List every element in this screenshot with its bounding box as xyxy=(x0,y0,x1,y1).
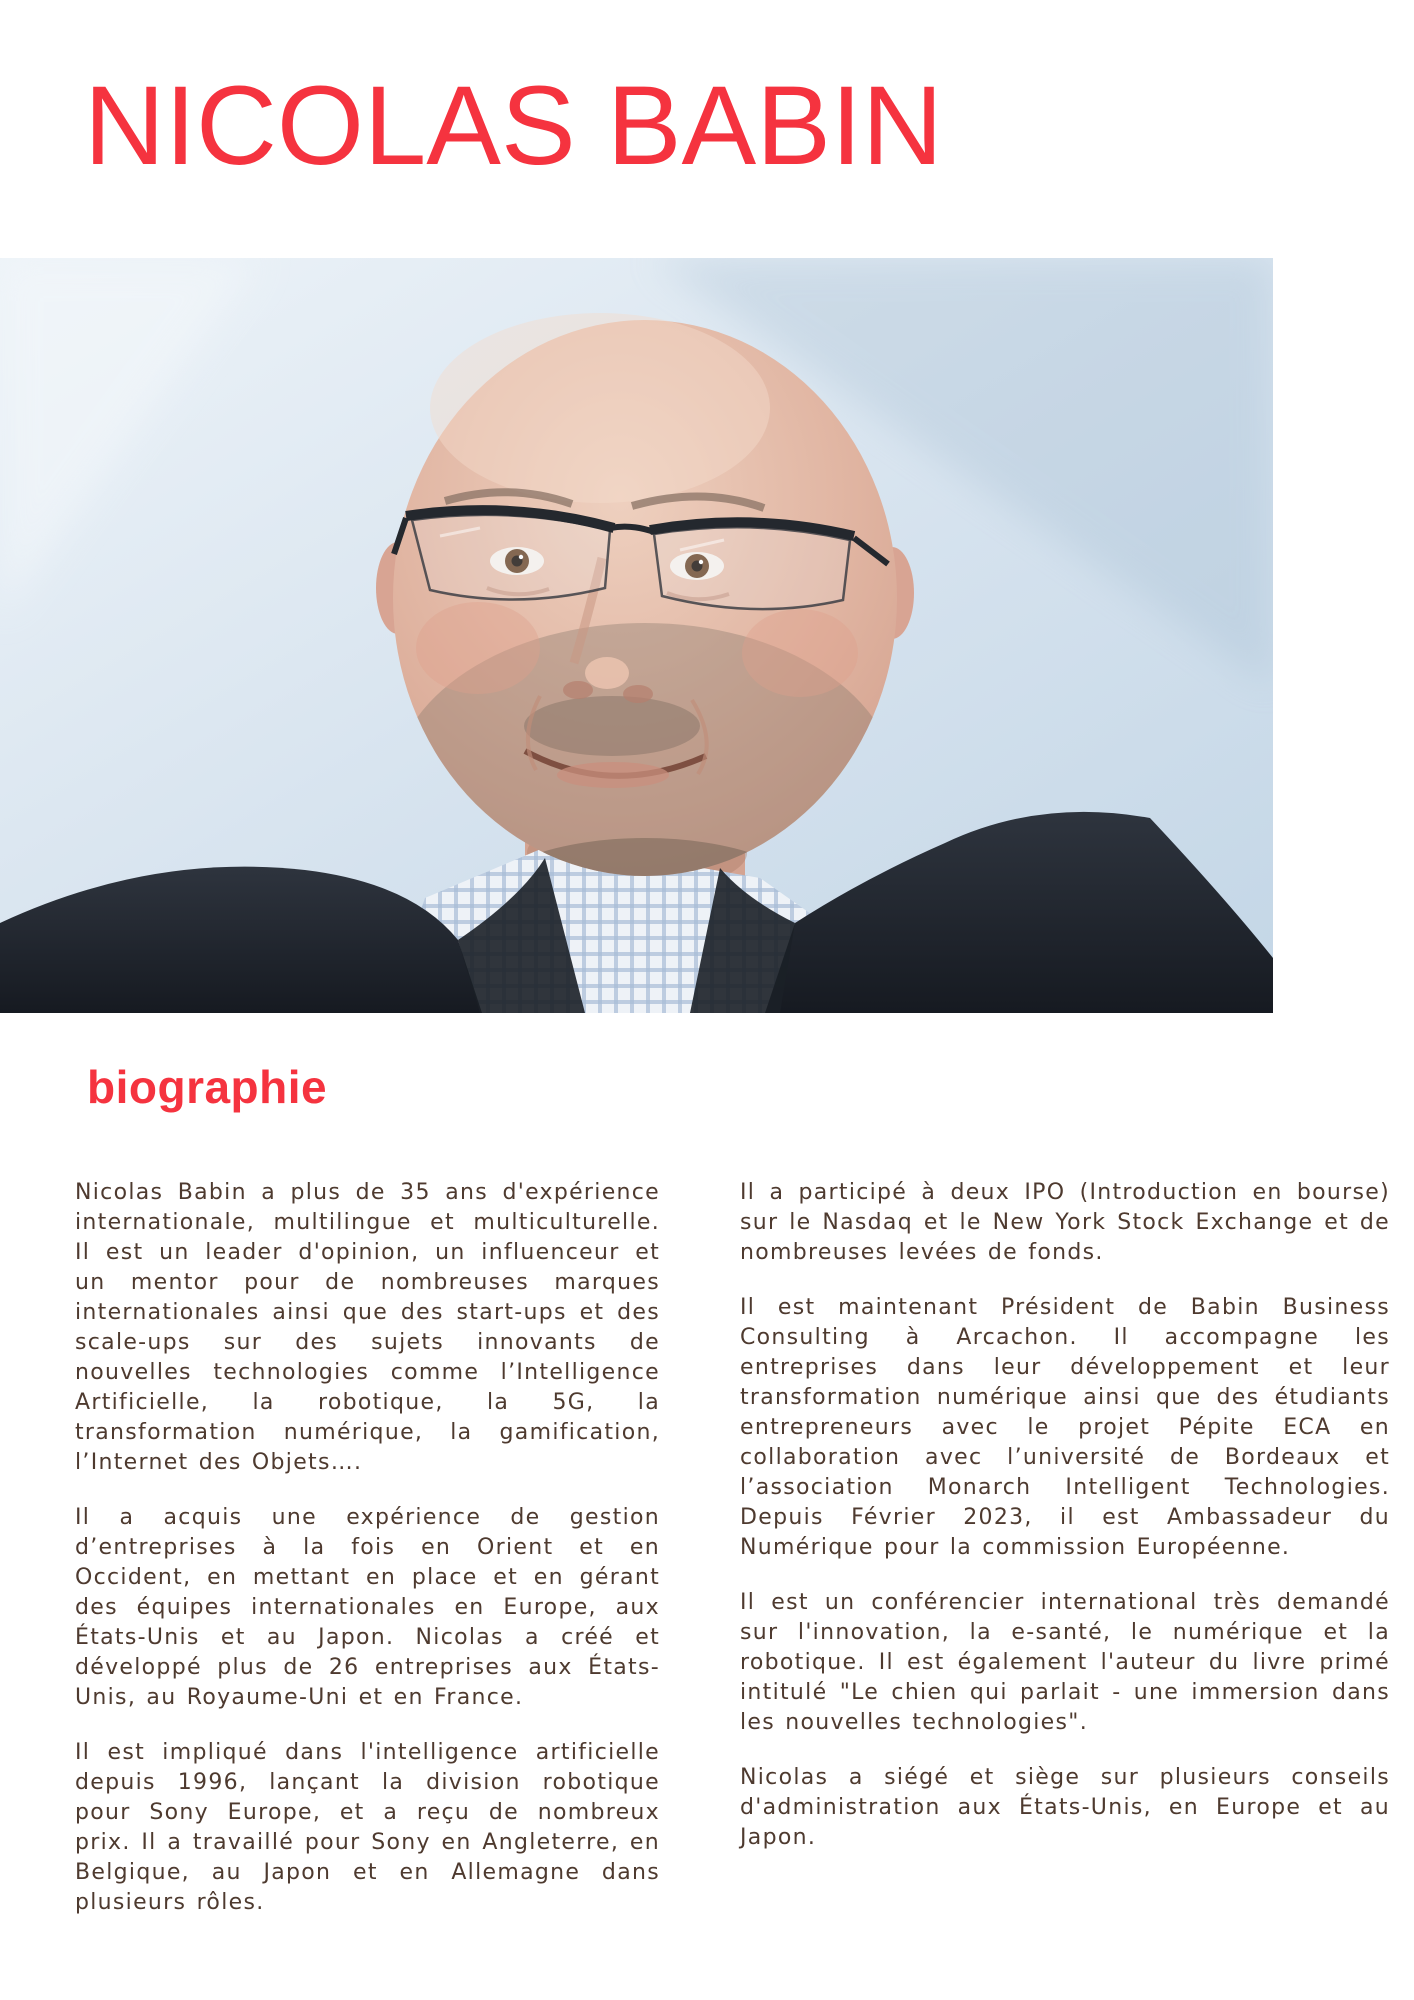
section-heading: biographie xyxy=(87,1061,328,1113)
bio-paragraph-experience: Nicolas Babin a plus de 35 ans d'expérience internationale, multilingue et multiculturelle. Il est un leader d'opinion, un influenceur et un mentor pour de nombreuses marques internationales ainsi que des start-ups et des scale-ups sur des sujets innovants de nouvelles technologies comme l’Intelligence Artificielle, la robotique, la 5G, la transformation numérique, la gamification, l’Internet des Objets…. xyxy=(75,1180,660,1475)
bio-paragraph-speaker-book: Il est un conférencier international très demandé sur l'innovation, la e-santé, le numérique et la robotique. Il est également l'auteur du livre primé intitulé "Le chien qui parlait - une immersion dans les nouvelles technologies". xyxy=(740,1590,1390,1735)
biography-column-right xyxy=(740,1178,1390,1918)
bio-paragraph-ai-sony: Il est impliqué dans l'intelligence artificielle depuis 1996, lançant la division robotique pour Sony Europe, et a reçu de nombreux prix. Il a travaillé pour Sony en Angleterre, en Belgique, au Japon et en Allemagne dans plusieurs rôles. xyxy=(75,1740,660,1915)
bio-paragraph-consulting: Il est maintenant Président de Babin Business Consulting à Arcachon. Il accompagne les entreprises dans leur développement et leur transformation numérique ainsi que des étudiants entrepreneurs avec le projet Pépite ECA en collaboration avec l’université de Bordeaux et l’association Monarch Intelligent Technologies. Depuis Février 2023, il est Ambassadeur du Numérique pour la commission Européenne. xyxy=(740,1295,1390,1560)
biography-column-left xyxy=(75,1178,660,1918)
portrait-photo xyxy=(0,258,1273,1013)
bio-paragraph-management: Il a acquis une expérience de gestion d’entreprises à la fois en Orient et en Occident, en mettant en place et en gérant des équipes internationales en Europe, aux États-Unis et au Japon. Nicolas a créé et développé plus de 26 entreprises aux États-Unis, au Royaume-Uni et en France. xyxy=(75,1505,660,1710)
bio-paragraph-boards: Nicolas a siégé et siège sur plusieurs conseils d'administration aux États-Unis, en Europe et au Japon. xyxy=(740,1765,1390,1850)
biography-columns xyxy=(75,1178,1390,1918)
bio-paragraph-ipo: Il a participé à deux IPO (Introduction en bourse) sur le Nasdaq et le New York Stock Exchange et de nombreuses levées de fonds. xyxy=(740,1180,1390,1265)
page-title: NICOLAS BABIN xyxy=(84,63,943,188)
